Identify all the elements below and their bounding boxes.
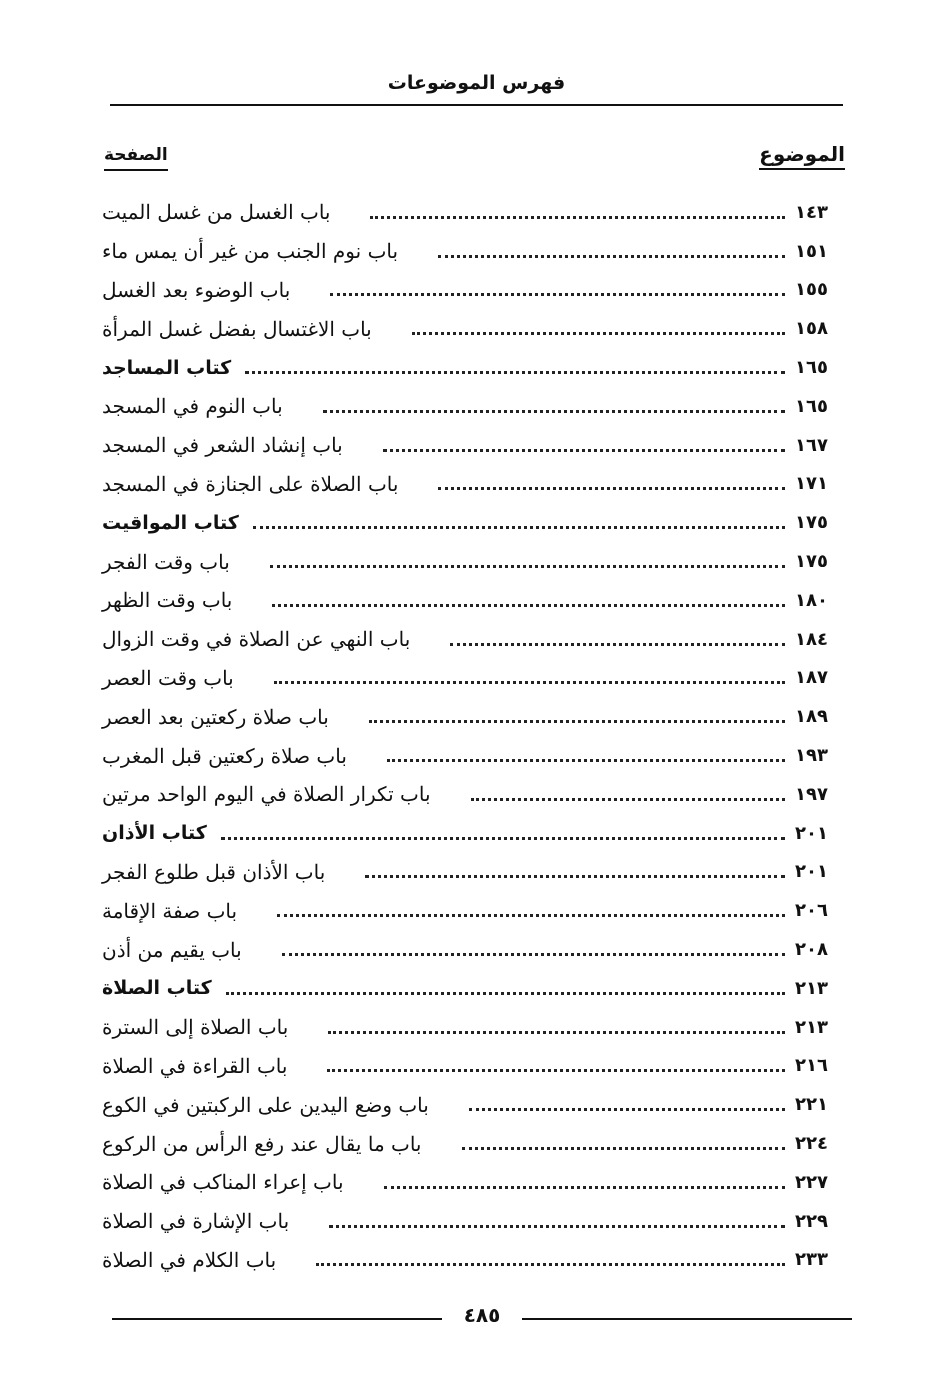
- toc-entry-page: ٢٢٤: [795, 1133, 828, 1155]
- toc-entry-title: باب ما يقال عند رفع الرأس من الركوع: [102, 1131, 422, 1156]
- toc-entry-title: باب وقت الظهر: [102, 588, 233, 613]
- dot-leader: [462, 1147, 785, 1150]
- toc-entry-title: باب النوم في المسجد: [102, 394, 283, 419]
- dot-leader: [469, 1108, 785, 1111]
- toc-entry-title: باب يقيم من أذن: [102, 937, 242, 962]
- toc-entry: [102, 1124, 845, 1163]
- toc-entry-page: ٢٠٦: [795, 900, 828, 922]
- toc-entry: [102, 775, 845, 814]
- toc-entry: [102, 736, 845, 775]
- page-number: ٤٨٥: [463, 1303, 501, 1327]
- dot-leader: [387, 759, 785, 762]
- dot-leader: [274, 681, 785, 684]
- toc-book-heading: [102, 348, 845, 387]
- toc-entry-title: كتاب المساجد: [102, 356, 232, 379]
- dot-leader: [245, 371, 785, 374]
- toc-entry-title: باب الإشارة في الصلاة: [102, 1209, 290, 1234]
- toc-entry-page: ٢٢٩: [795, 1210, 828, 1232]
- toc-entry-title: باب النهي عن الصلاة في وقت الزوال: [102, 627, 411, 652]
- toc-entry-page: ١٥١: [795, 240, 828, 262]
- toc-entry: [102, 193, 845, 232]
- toc-book-heading: [102, 814, 845, 853]
- toc-entry-page: ١٦٥: [795, 357, 828, 379]
- toc-entry-page: ١٨٩: [795, 706, 828, 728]
- running-head-title: فهرس الموضوعات: [387, 72, 566, 94]
- dot-leader: [450, 643, 785, 646]
- dot-leader: [384, 1186, 785, 1189]
- toc-entry: [102, 1047, 845, 1086]
- toc-entry-page: ١٧٥: [795, 512, 828, 534]
- toc-entry-page: ١٦٧: [795, 434, 828, 456]
- toc-entry: [102, 1085, 845, 1124]
- toc-entry-page: ١٧٥: [795, 551, 828, 573]
- toc-entry-title: باب الكلام في الصلاة: [102, 1247, 277, 1272]
- dot-leader: [438, 255, 785, 258]
- toc-entry-title: باب الغسل من غسل الميت: [102, 200, 331, 225]
- toc-entry-title: باب الصلاة إلى السترة: [102, 1015, 289, 1040]
- toc-entry: [102, 853, 845, 892]
- toc-entry-title: باب صلاة ركعتين قبل المغرب: [102, 743, 347, 768]
- toc-entry-page: ١٨٠: [795, 589, 828, 611]
- toc-entry: [102, 1008, 845, 1047]
- toc-entry-page: ١٧١: [795, 473, 828, 495]
- toc-entry-title: باب وضع اليدين على الركبتين في الكوع: [102, 1092, 429, 1117]
- toc-entry: [102, 620, 845, 659]
- toc-entry-page: ١٦٥: [795, 395, 828, 417]
- dot-leader: [471, 798, 785, 801]
- toc-entry: [102, 387, 845, 426]
- toc-entry-title: باب الوضوء بعد الغسل: [102, 277, 291, 302]
- toc-entry: [102, 232, 845, 271]
- toc-entry: [102, 1163, 845, 1202]
- toc-entry: [102, 309, 845, 348]
- header-rule: [110, 104, 843, 106]
- toc-entry-page: ١٥٥: [795, 279, 828, 301]
- dot-leader: [277, 914, 785, 917]
- toc-entry-page: ١٥٨: [795, 318, 828, 340]
- toc-entry-title: باب الأذان قبل طلوع الفجر: [102, 859, 326, 884]
- toc-entry-page: ٢٠٨: [795, 939, 828, 961]
- dot-leader: [412, 332, 785, 335]
- toc-entry-page: ٢٢١: [795, 1094, 828, 1116]
- dot-leader: [272, 604, 785, 607]
- toc-entry-page: ٢٠١: [795, 861, 828, 883]
- toc-entry-page: ١٤٣: [795, 201, 828, 223]
- toc-entry-title: باب صفة الإقامة: [102, 898, 238, 923]
- column-title-topic: الموضوع: [759, 142, 845, 170]
- footer-rule-left: [112, 1318, 442, 1320]
- toc-entry-title: باب إنشاد الشعر في المسجد: [102, 433, 343, 458]
- toc-entry-title: باب القراءة في الصلاة: [102, 1053, 288, 1078]
- toc-entry: [102, 581, 845, 620]
- toc-entry-title: باب نوم الجنب من غير أن يمس ماء: [102, 239, 399, 264]
- toc-entry-title: باب صلاة ركعتين بعد العصر: [102, 704, 329, 729]
- toc-entry-page: ٢١٦: [795, 1055, 828, 1077]
- toc-entry: [102, 697, 845, 736]
- toc-book-heading: [102, 503, 845, 542]
- dot-leader: [282, 953, 785, 956]
- toc-entry: [102, 1241, 845, 1280]
- dot-leader: [370, 216, 785, 219]
- dot-leader: [365, 875, 785, 878]
- toc-entry-page: ٢٢٧: [795, 1171, 828, 1193]
- dot-leader: [323, 410, 785, 413]
- toc-entry: [102, 271, 845, 310]
- toc-entry-title: باب الصلاة على الجنازة في المسجد: [102, 471, 399, 496]
- dot-leader: [316, 1263, 785, 1266]
- toc-entry-page: ٢١٣: [795, 1016, 828, 1038]
- toc-entry-page: ١٨٧: [795, 667, 828, 689]
- toc-entry-page: ١٩٣: [795, 745, 828, 767]
- dot-leader: [383, 449, 785, 452]
- toc-entry-title: باب تكرار الصلاة في اليوم الواحد مرتين: [102, 782, 431, 807]
- toc-entry-title: باب وقت العصر: [102, 665, 234, 690]
- toc-entry: [102, 891, 845, 930]
- toc-entry: [102, 426, 845, 465]
- toc-entry-title: كتاب الأذان: [102, 822, 207, 845]
- dot-leader: [438, 487, 785, 490]
- toc-entry: [102, 542, 845, 581]
- toc-entry-title: كتاب المواقيت: [102, 511, 239, 534]
- toc-entry: [102, 465, 845, 504]
- toc-entry-page: ١٩٧: [795, 783, 828, 805]
- toc-entry: [102, 930, 845, 969]
- dot-leader: [369, 720, 785, 723]
- footer-rule-right: [522, 1318, 852, 1320]
- dot-leader: [327, 1069, 785, 1072]
- table-of-contents: [102, 193, 845, 1279]
- dot-leader: [253, 526, 785, 529]
- toc-entry-title: كتاب الصلاة: [102, 977, 212, 1000]
- dot-leader: [328, 1031, 785, 1034]
- toc-entry-page: ٢١٣: [795, 977, 828, 999]
- dot-leader: [270, 565, 785, 568]
- toc-entry-page: ١٨٤: [795, 628, 828, 650]
- dot-leader: [221, 837, 785, 840]
- toc-entry-page: ٢٠١: [795, 822, 828, 844]
- column-title-page: الصفحة: [104, 145, 168, 171]
- dot-leader: [330, 293, 785, 296]
- toc-entry-title: باب الاغتسال بفضل غسل المرأة: [102, 316, 372, 341]
- dot-leader: [226, 992, 785, 995]
- toc-entry: [102, 659, 845, 698]
- dot-leader: [329, 1225, 785, 1228]
- toc-book-heading: [102, 969, 845, 1008]
- toc-entry: [102, 1202, 845, 1241]
- toc-entry-title: باب وقت الفجر: [102, 549, 230, 574]
- toc-entry-title: باب إعراء المناكب في الصلاة: [102, 1170, 344, 1195]
- toc-entry-page: ٢٣٣: [795, 1249, 828, 1271]
